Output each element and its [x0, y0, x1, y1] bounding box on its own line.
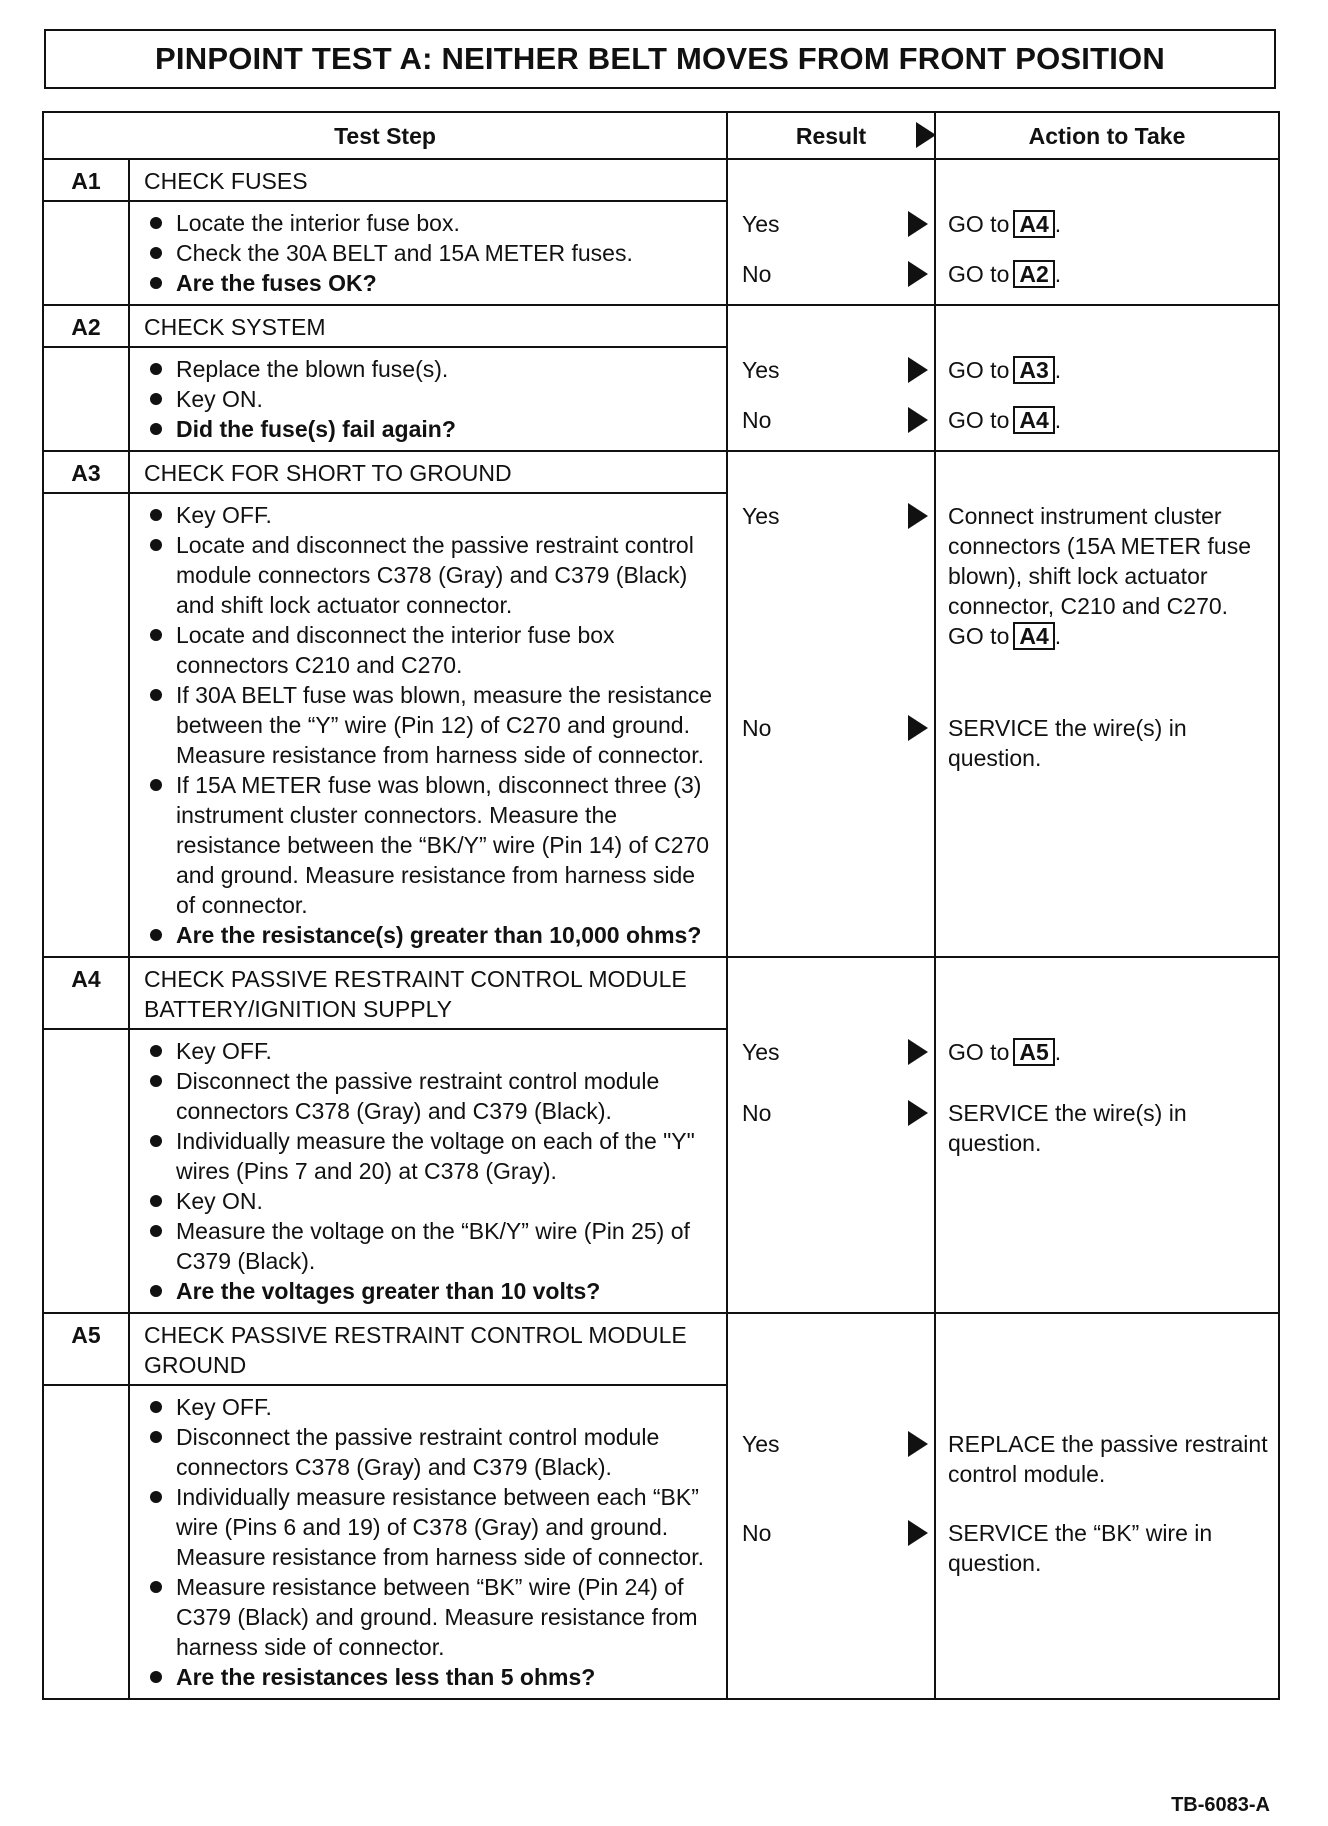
result-cell: [727, 1313, 935, 1699]
step-id: A2: [43, 305, 129, 347]
result-label: Yes: [742, 1431, 780, 1457]
step-bullet: If 15A METER fuse was blown, disconnect three (3) instrument cluster connectors. Measure the resistance between the “BK/Y” wire (Pin 14) of C270 and ground. Measure resistance from harness side of connector.: [144, 770, 716, 920]
step-bullet: If 30A BELT fuse was blown, measure the resistance between the “Y” wire (Pin 12) of C270 and ground. Measure resistance from harness side of connector.: [144, 680, 716, 770]
action-text: Connect instrument cluster connectors (15A METER fuse blown), shift lock actuator connector, C210 and C270. GO to: [948, 503, 1251, 649]
step-bullet: Key OFF.: [144, 1392, 716, 1422]
arrow-right-icon: [908, 1431, 928, 1457]
step-body: [129, 347, 727, 451]
action-text: GO to: [948, 211, 1010, 237]
arrow-right-icon: [916, 122, 936, 148]
step-reference-link[interactable]: A4: [1013, 406, 1054, 434]
step-id: A3: [43, 451, 129, 493]
pinpoint-test-table: [42, 111, 1280, 1700]
result-yes: [742, 355, 926, 385]
step-a3-title-row: [43, 451, 1279, 493]
figure-code: TB-6083-A: [1171, 1794, 1270, 1816]
action-yes: REPLACE the passive restraint control module.: [948, 1431, 1268, 1487]
arrow-right-icon: [908, 1039, 928, 1065]
step-id-blank: [43, 201, 129, 305]
step-title: CHECK PASSIVE RESTRAINT CONTROL MODULE GROUND: [129, 1313, 727, 1385]
arrow-right-icon: [908, 715, 928, 741]
step-bullet: Individually measure resistance between each “BK” wire (Pins 6 and 19) of C378 (Gray) and ground. Measure resistance from harness side of connector.: [144, 1482, 716, 1572]
action-cell: [935, 159, 1279, 305]
action-cell: [935, 305, 1279, 451]
arrow-right-icon: [908, 1520, 928, 1546]
action-text: GO to: [948, 1039, 1010, 1065]
result-no: [742, 405, 926, 435]
result-label: Yes: [742, 211, 780, 237]
action-no: GO to A2 .: [948, 261, 1062, 287]
step-bullet: Key OFF.: [144, 500, 716, 530]
result-no: [742, 1518, 926, 1548]
result-label: No: [742, 261, 772, 287]
header-result-label: Result: [795, 122, 867, 149]
step-id: A5: [43, 1313, 129, 1385]
step-title: CHECK PASSIVE RESTRAINT CONTROL MODULE BATTERY/IGNITION SUPPLY: [129, 957, 727, 1029]
arrow-right-icon: [908, 1100, 928, 1126]
step-bullet: Replace the blown fuse(s).: [144, 354, 716, 384]
step-id-blank: [43, 347, 129, 451]
result-cell: [727, 305, 935, 451]
action-no: SERVICE the “BK” wire in question.: [948, 1520, 1213, 1576]
result-label: No: [742, 407, 772, 433]
action-cell: [935, 1313, 1279, 1699]
result-no: [742, 713, 926, 743]
table-header-row: [43, 112, 1279, 159]
result-label: Yes: [742, 503, 780, 529]
action-text: GO to: [948, 357, 1010, 383]
step-a4-title-row: [43, 957, 1279, 1029]
step-body: [129, 1029, 727, 1313]
action-yes: GO to A3 .: [948, 357, 1062, 383]
step-bullet: Key ON.: [144, 1186, 716, 1216]
step-question: Are the resistances less than 5 ohms?: [144, 1662, 716, 1692]
step-question: Are the fuses OK?: [144, 268, 716, 298]
step-bullet: Measure the voltage on the “BK/Y” wire (Pin 25) of C379 (Black).: [144, 1216, 716, 1276]
action-yes: GO to A5 .: [948, 1039, 1062, 1065]
step-id-blank: [43, 1029, 129, 1313]
result-label: No: [742, 1100, 772, 1126]
result-label: Yes: [742, 1039, 780, 1065]
action-yes: Connect instrument cluster connectors (15A METER fuse blown), shift lock actuator connector, C210 and C270. GO to A4 .: [948, 503, 1251, 649]
step-id-blank: [43, 1385, 129, 1699]
step-title: CHECK FUSES: [129, 159, 727, 201]
step-bullet: Locate the interior fuse box.: [144, 208, 716, 238]
step-reference-link[interactable]: A2: [1013, 260, 1054, 288]
step-bullet: Key ON.: [144, 384, 716, 414]
action-text: GO to: [948, 407, 1010, 433]
step-bullet: Measure resistance between “BK” wire (Pin 24) of C379 (Black) and ground. Measure resistance from harness side of connector.: [144, 1572, 716, 1662]
step-question: Did the fuse(s) fail again?: [144, 414, 716, 444]
page-title: PINPOINT TEST A: NEITHER BELT MOVES FROM FRONT POSITION: [44, 29, 1276, 89]
action-no: GO to A4 .: [948, 407, 1062, 433]
step-bullet: Locate and disconnect the passive restraint control module connectors C378 (Gray) and C379 (Black) and shift lock actuator connector.: [144, 530, 716, 620]
result-no: [742, 259, 926, 289]
step-body: [129, 493, 727, 957]
result-no: [742, 1098, 926, 1128]
action-text: GO to: [948, 261, 1010, 287]
step-reference-link[interactable]: A3: [1013, 356, 1054, 384]
step-reference-link[interactable]: A5: [1013, 1038, 1054, 1066]
arrow-right-icon: [908, 211, 928, 237]
result-yes: [742, 1037, 926, 1067]
arrow-right-icon: [908, 261, 928, 287]
header-action: Action to Take: [935, 112, 1279, 159]
action-cell: [935, 957, 1279, 1313]
arrow-right-icon: [908, 357, 928, 383]
header-result: [727, 112, 935, 159]
step-bullet: Check the 30A BELT and 15A METER fuses.: [144, 238, 716, 268]
step-bullet: Locate and disconnect the interior fuse box connectors C210 and C270.: [144, 620, 716, 680]
result-label: No: [742, 715, 772, 741]
step-reference-link[interactable]: A4: [1013, 210, 1054, 238]
step-question: Are the voltages greater than 10 volts?: [144, 1276, 716, 1306]
arrow-right-icon: [908, 503, 928, 529]
step-title: CHECK FOR SHORT TO GROUND: [129, 451, 727, 493]
action-no: SERVICE the wire(s) in question.: [948, 715, 1187, 771]
step-body: [129, 201, 727, 305]
result-cell: [727, 159, 935, 305]
result-yes: [742, 1429, 926, 1459]
step-bullet: Key OFF.: [144, 1036, 716, 1066]
result-label: Yes: [742, 357, 780, 383]
action-no: SERVICE the wire(s) in question.: [948, 1100, 1187, 1156]
step-body: [129, 1385, 727, 1699]
step-bullet: Individually measure the voltage on each of the "Y" wires (Pins 7 and 20) at C378 (Gray).: [144, 1126, 716, 1186]
step-a2-title-row: [43, 305, 1279, 347]
action-cell: [935, 451, 1279, 957]
header-test-step: Test Step: [43, 112, 727, 159]
step-title: CHECK SYSTEM: [129, 305, 727, 347]
result-cell: [727, 957, 935, 1313]
step-bullet: Disconnect the passive restraint control module connectors C378 (Gray) and C379 (Black).: [144, 1422, 716, 1482]
step-id: A4: [43, 957, 129, 1029]
step-id: A1: [43, 159, 129, 201]
step-id-blank: [43, 493, 129, 957]
step-bullet: Disconnect the passive restraint control module connectors C378 (Gray) and C379 (Black).: [144, 1066, 716, 1126]
step-question: Are the resistance(s) greater than 10,000 ohms?: [144, 920, 716, 950]
result-yes: [742, 501, 926, 531]
step-a5-title-row: [43, 1313, 1279, 1385]
arrow-right-icon: [908, 407, 928, 433]
result-label: No: [742, 1520, 772, 1546]
result-yes: [742, 209, 926, 239]
action-yes: GO to A4 .: [948, 211, 1062, 237]
step-reference-link[interactable]: A4: [1013, 622, 1054, 650]
result-cell: [727, 451, 935, 957]
step-a1-title-row: [43, 159, 1279, 201]
